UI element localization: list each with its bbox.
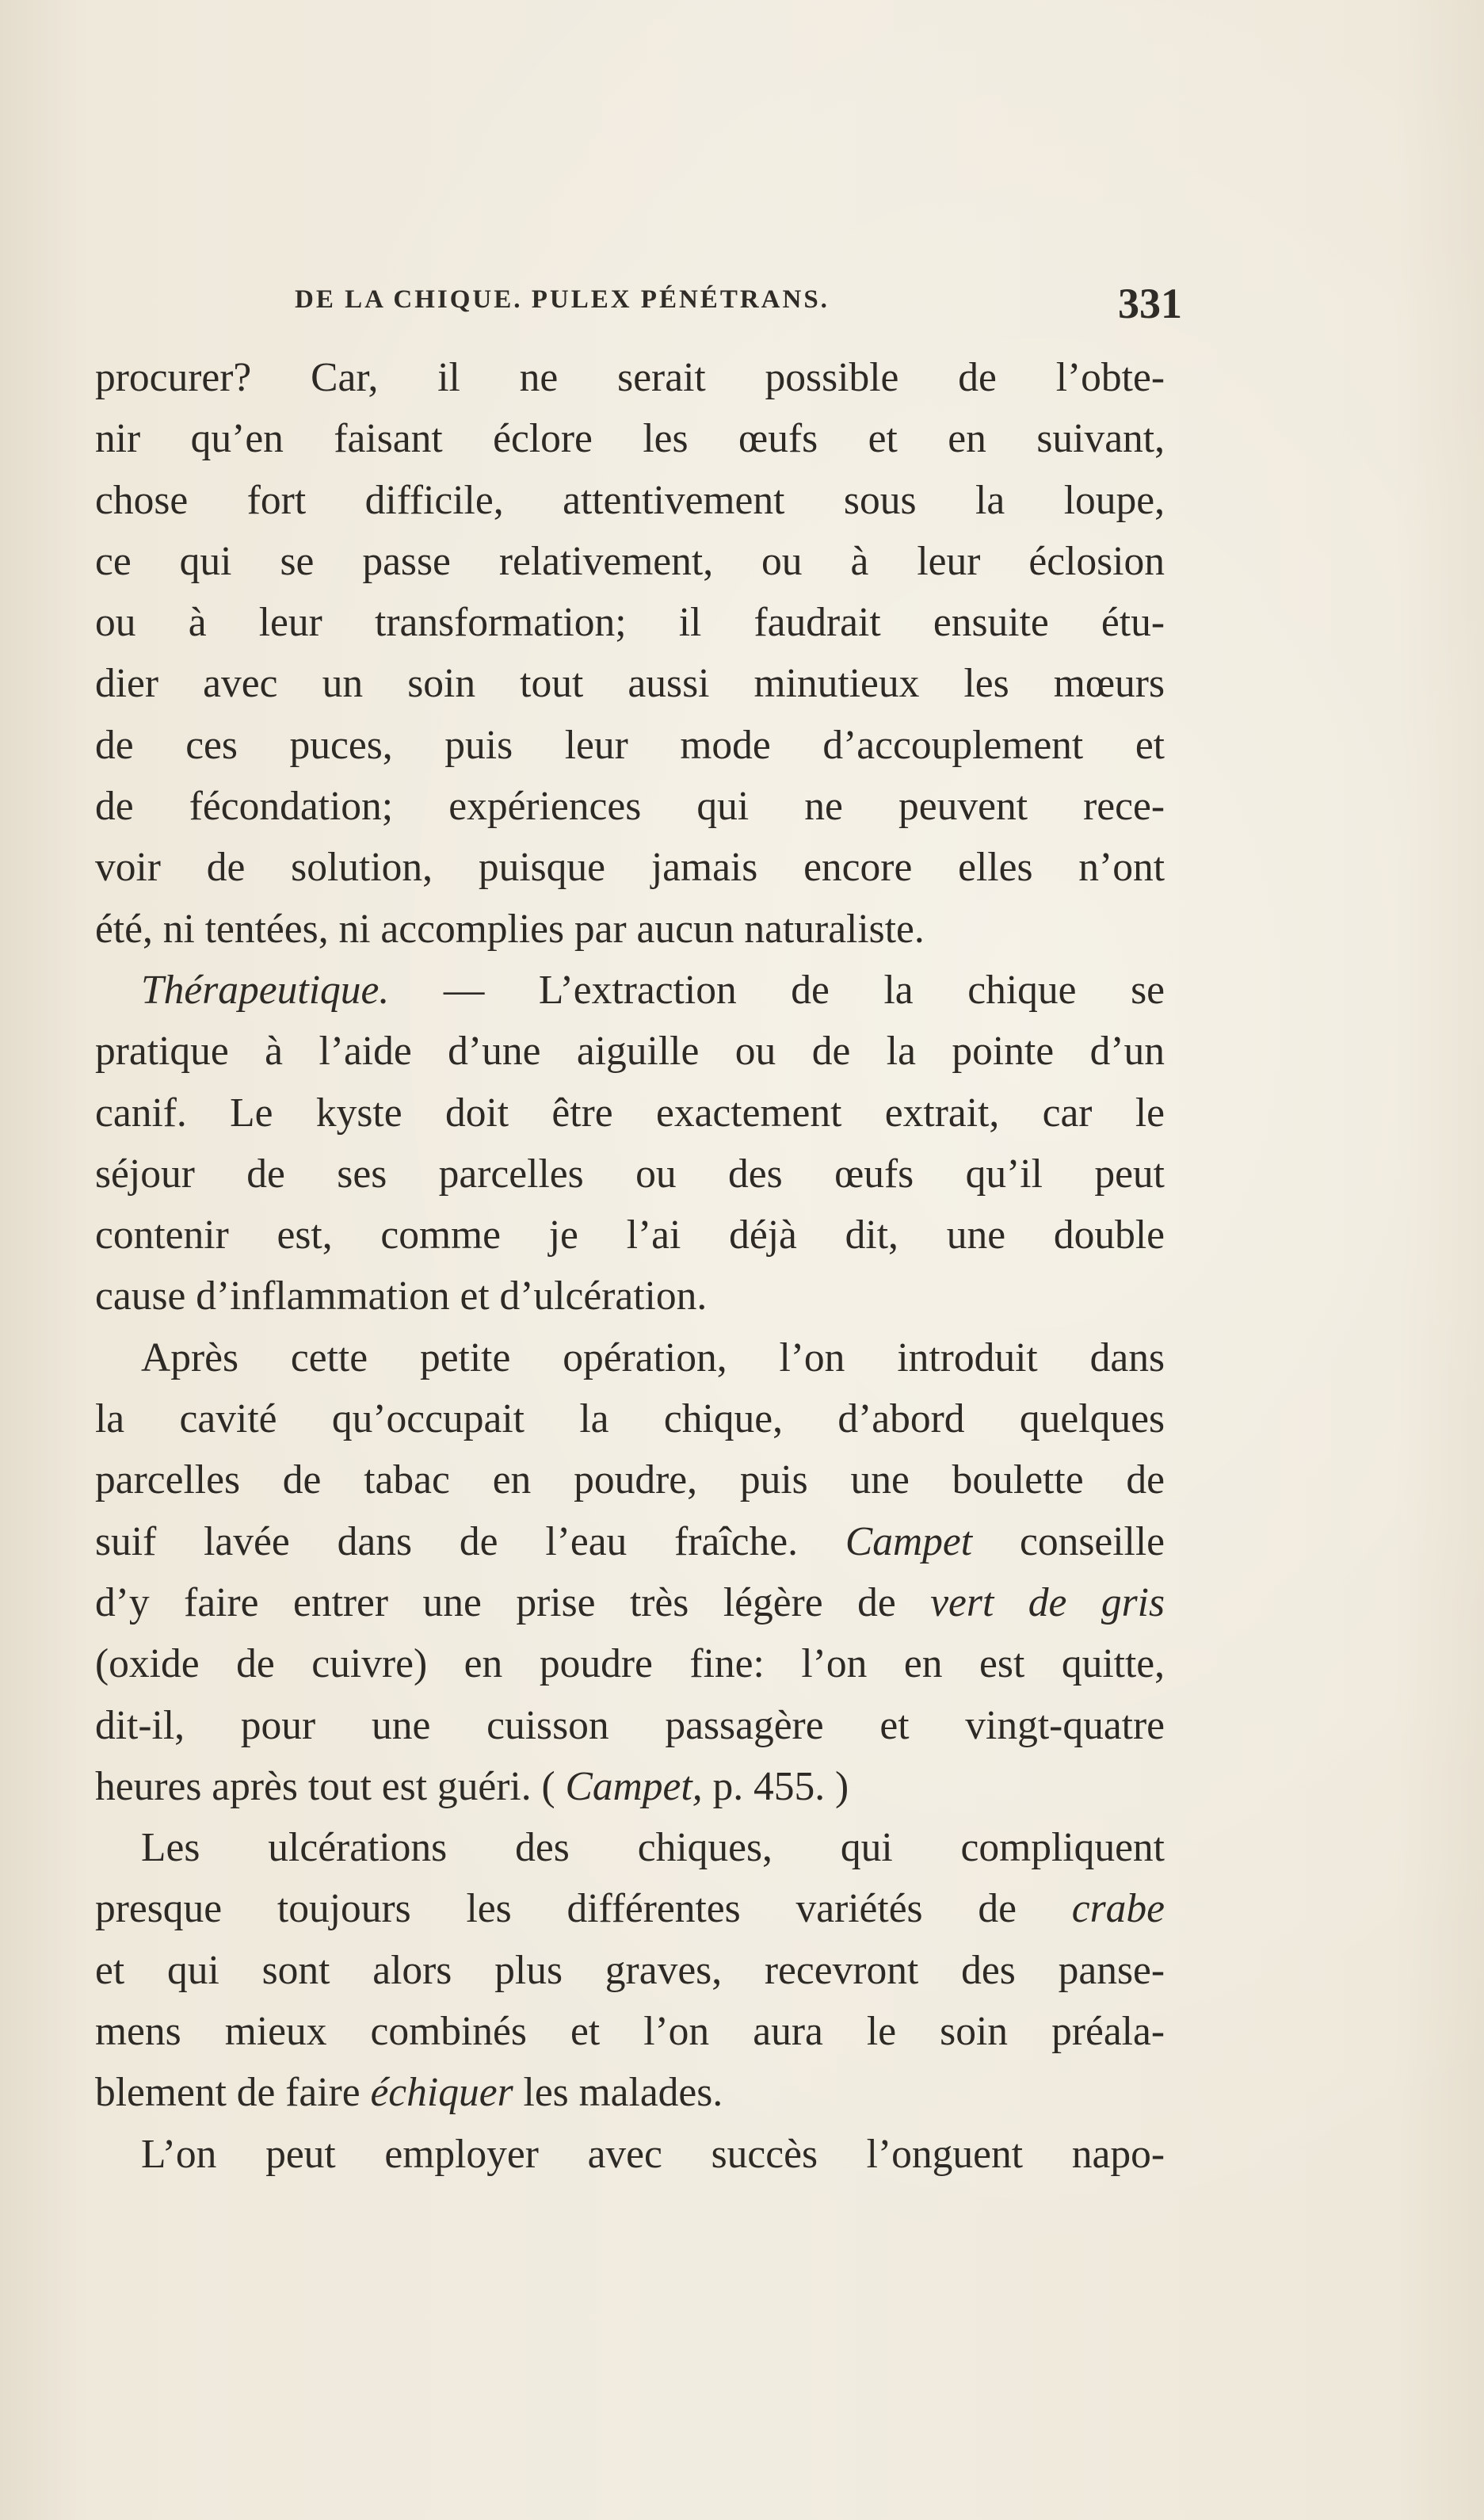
text-segment: et qui sont alors plus graves, recevront des panse- bbox=[95, 1947, 1165, 1993]
text-line bbox=[95, 1144, 1165, 1205]
text-segment: parcelles de tabac en poudre, puis une boulette de bbox=[95, 1457, 1165, 1503]
text-line bbox=[95, 2062, 1165, 2123]
italic-text: crabe bbox=[1071, 1886, 1165, 1932]
text-segment: de ces puces, puis leur mode d’accouplement et bbox=[95, 722, 1165, 768]
text-line bbox=[95, 1082, 1165, 1144]
italic-text: vert de gris bbox=[930, 1579, 1165, 1625]
text-line bbox=[95, 592, 1165, 653]
text-segment: Après cette petite opération, l’on introduit dans bbox=[141, 1334, 1165, 1380]
text-line bbox=[95, 531, 1165, 592]
text-segment: blement de faire bbox=[95, 2070, 371, 2116]
text-segment: conseille bbox=[972, 1518, 1165, 1564]
text-line bbox=[95, 1205, 1165, 1266]
italic-text: Campet, bbox=[565, 1763, 703, 1809]
text-line bbox=[95, 1388, 1165, 1449]
text-segment: la cavité qu’occupait la chique, d’abord quelques bbox=[95, 1396, 1165, 1442]
text-segment: nir qu’en faisant éclore les œufs et en suivant, bbox=[95, 416, 1165, 462]
text-line bbox=[95, 1756, 1165, 1817]
text-segment: — L’extraction de la chique se bbox=[389, 967, 1165, 1013]
text-segment: chose fort difficile, attentivement sous la loupe, bbox=[95, 477, 1165, 523]
text-line bbox=[95, 776, 1165, 837]
text-segment: ou à leur transformation; il faudrait ensuite étu- bbox=[95, 600, 1165, 646]
text-line bbox=[95, 1511, 1165, 1572]
text-line bbox=[95, 653, 1165, 714]
text-segment: heures après tout est guéri. ( bbox=[95, 1763, 566, 1809]
text-line bbox=[95, 1633, 1165, 1694]
text-line bbox=[95, 1327, 1165, 1388]
text-segment: suif lavée dans de l’eau fraîche. bbox=[95, 1518, 845, 1564]
text-segment: p. 455. ) bbox=[702, 1763, 849, 1809]
text-segment: Les ulcérations des chiques, qui compliquent bbox=[141, 1825, 1165, 1871]
text-segment: de fécondation; expériences qui ne peuvent rece- bbox=[95, 784, 1165, 830]
text-segment: contenir est, comme je l’ai déjà dit, une double bbox=[95, 1212, 1165, 1258]
text-line bbox=[95, 1449, 1165, 1510]
text-segment: canif. Le kyste doit être exactement extrait, car le bbox=[95, 1090, 1165, 1136]
running-head bbox=[295, 279, 1182, 326]
text-segment: été, ni tentées, ni accomplies par aucun naturaliste. bbox=[95, 906, 925, 952]
text-segment: ce qui se passe relativement, ou à leur éclosion bbox=[95, 538, 1165, 584]
text-line bbox=[95, 347, 1165, 408]
text-line bbox=[95, 715, 1165, 776]
text-line bbox=[95, 2001, 1165, 2062]
text-line bbox=[95, 1572, 1165, 1633]
text-segment: L’on peut employer avec succès l’onguent napo- bbox=[141, 2131, 1165, 2177]
text-line bbox=[95, 1817, 1165, 1878]
running-title: DE LA CHIQUE. PULEX PÉNÉTRANS. bbox=[295, 285, 830, 314]
text-segment: dit-il, pour une cuisson passagère et vingt-quatre bbox=[95, 1702, 1165, 1748]
text-segment: séjour de ses parcelles ou des œufs qu’il peut bbox=[95, 1151, 1165, 1197]
body-text bbox=[95, 347, 1165, 2185]
text-segment: pratique à l’aide d’une aiguille ou de la pointe d’un bbox=[95, 1029, 1165, 1075]
page-number: 331 bbox=[1118, 280, 1182, 327]
text-line bbox=[95, 1021, 1165, 1082]
text-line bbox=[95, 1878, 1165, 1939]
text-segment: les malades. bbox=[513, 2070, 723, 2116]
text-segment: dier avec un soin tout aussi minutieux les mœurs bbox=[95, 661, 1165, 707]
text-segment: voir de solution, puisque jamais encore elles n’ont bbox=[95, 845, 1165, 891]
italic-text: échiquer bbox=[370, 2070, 513, 2116]
text-line bbox=[95, 1266, 1165, 1327]
text-segment: d’y faire entrer une prise très légère de bbox=[95, 1579, 931, 1625]
text-segment: procurer? Car, il ne serait possible de l’obte- bbox=[95, 355, 1165, 400]
italic-text: Thérapeutique. bbox=[141, 967, 390, 1013]
text-line bbox=[95, 2124, 1165, 2185]
italic-text: Campet bbox=[845, 1518, 973, 1564]
text-line bbox=[95, 1940, 1165, 2001]
text-segment: cause d’inflammation et d’ulcération. bbox=[95, 1273, 708, 1319]
text-segment: (oxide de cuivre) en poudre fine: l’on en est quitte, bbox=[95, 1641, 1165, 1687]
text-line bbox=[95, 1695, 1165, 1756]
text-segment: mens mieux combinés et l’on aura le soin préala- bbox=[95, 2009, 1165, 2055]
text-line bbox=[95, 408, 1165, 469]
text-line bbox=[95, 470, 1165, 531]
text-segment: presque toujours les différentes variétés de bbox=[95, 1886, 1072, 1932]
text-line bbox=[95, 960, 1165, 1021]
text-line bbox=[95, 837, 1165, 898]
text-line bbox=[95, 899, 1165, 960]
